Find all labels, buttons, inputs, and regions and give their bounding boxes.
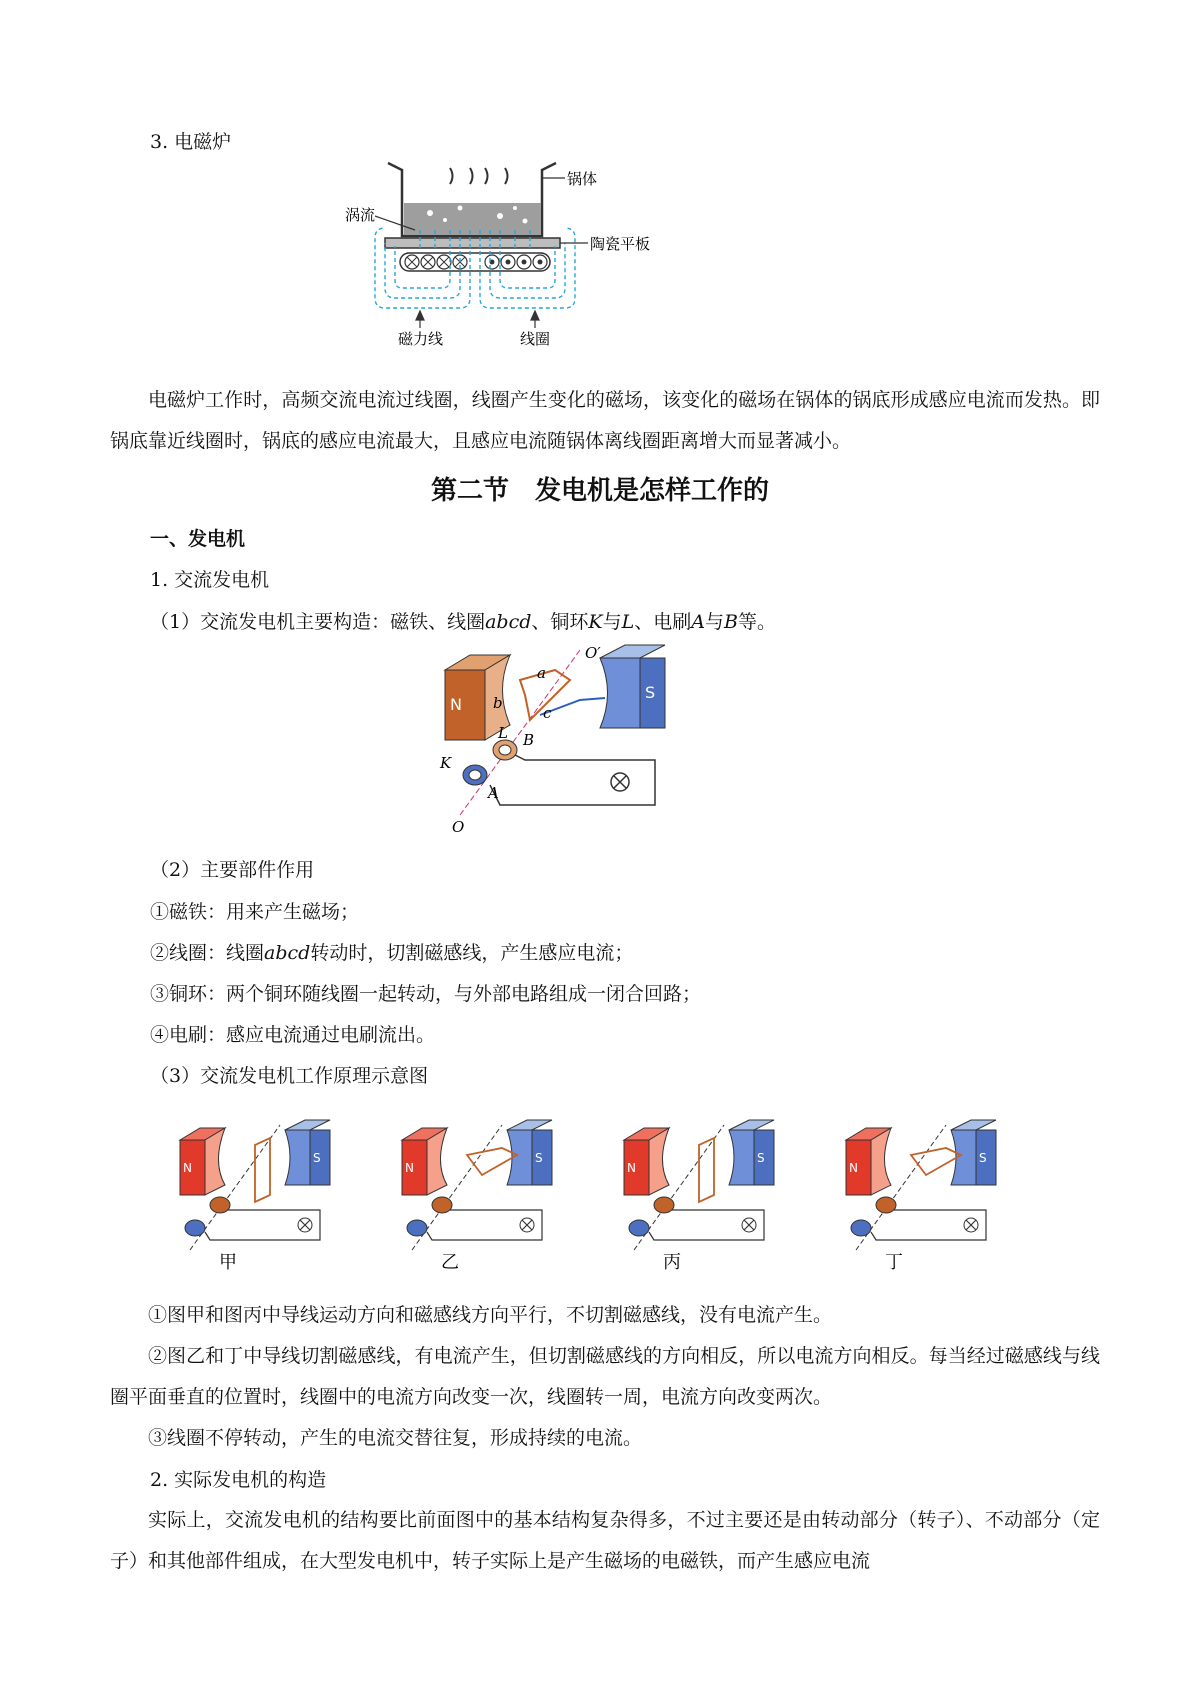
state-label: 丙: [663, 1252, 681, 1273]
role-magnet: ①磁铁：用来产生磁场；: [150, 901, 360, 923]
role-coil: ②线圈：线圈abcd转动时，切割磁感线，产生感应电流；: [150, 942, 634, 964]
note-1: ①图甲和图丙中导线运动方向和磁感线方向平行，不切割磁感线，没有电流产生。: [148, 1304, 833, 1326]
label-field-lines: 磁力线: [398, 330, 444, 348]
svg-text:A: A: [488, 784, 499, 802]
generator-state-2: [402, 1120, 552, 1273]
state-label: 丁: [885, 1252, 903, 1273]
section-heading-induction-cooker: 3. 电磁炉: [150, 131, 232, 153]
role-brushes: ④电刷：感应电流通过电刷流出。: [150, 1024, 436, 1046]
svg-text:L: L: [498, 724, 508, 742]
item2-parts: （2）主要部件作用: [150, 859, 315, 881]
svg-text:K: K: [440, 754, 452, 772]
svg-text:B: B: [523, 731, 535, 749]
part-heading-generator: 一、发电机: [150, 528, 246, 550]
magnet-s-label: S: [757, 1151, 765, 1165]
svg-text:c: c: [543, 704, 552, 722]
label-coil: 线圈: [520, 330, 551, 348]
ac-generator-heading: 1. 交流发电机: [150, 569, 270, 591]
note-2: ②图乙和丁中导线切割磁感线，有电流产生，但切割磁感线的方向相反，所以电流方向相反。每当经过磁感线与线圈平面垂直的位置时，线圈中的电流方向改变一次，线圈转一周，电流方向改变两次。: [110, 1345, 1100, 1408]
generator-state-4: [846, 1120, 996, 1273]
magnet-n-label: N: [627, 1161, 636, 1175]
svg-text:b: b: [493, 694, 503, 712]
real-generator-heading: 2. 实际发电机的构造: [150, 1469, 327, 1491]
item3-diagram: （3）交流发电机工作原理示意图: [150, 1065, 429, 1087]
magnet-s-label: S: [535, 1151, 543, 1165]
svg-text:O′: O′: [585, 644, 601, 662]
svg-text:S: S: [645, 683, 656, 702]
note-3: ③线圈不停转动，产生的电流交替往复，形成持续的电流。: [148, 1427, 643, 1449]
real-generator-text: 实际上，交流发电机的结构要比前面图中的基本结构复杂得多，不过主要还是由转动部分（转子）、不动部分（定子）和其他部件组成，在大型发电机中，转子实际上是产生磁场的电磁铁，而产生感应电流: [110, 1509, 1100, 1572]
label-pot: 锅体: [567, 170, 598, 188]
role-rings: ③铜环：两个铜环随线圈一起转动，与外部电路组成一闭合回路；: [150, 983, 702, 1005]
magnet-n-label: N: [405, 1161, 414, 1175]
generator-state-3: [624, 1120, 774, 1273]
label-ceramic-plate: 陶瓷平板: [590, 235, 651, 253]
generator-states-figure: [180, 1100, 1060, 1280]
item1-structure: （1）交流发电机主要构造：磁铁、线圈abcd、铜环K与L、电刷A与B等。: [150, 611, 776, 633]
section-title: 第二节 发电机是怎样工作的: [430, 476, 769, 506]
magnet-n-label: N: [183, 1161, 192, 1175]
magnet-n-label: N: [849, 1161, 858, 1175]
svg-text:O: O: [452, 818, 465, 836]
magnet-s-label: S: [313, 1151, 321, 1165]
ac-generator-figure: [440, 640, 680, 840]
cooker-description: 电磁炉工作时，高频交流电流过线圈，线圈产生变化的磁场，该变化的磁场在锅体的锅底形成感应电流而发热。即锅底靠近线圈时，锅底的感应电流最大，且感应电流随锅体离线圈距离增大而显著减小。: [110, 389, 1100, 452]
svg-text:N: N: [450, 695, 462, 714]
svg-text:a: a: [537, 664, 546, 682]
induction-cooker-figure: [345, 158, 700, 348]
state-label: 乙: [441, 1252, 459, 1273]
state-label: 甲: [219, 1252, 237, 1273]
generator-state-1: [180, 1120, 330, 1273]
magnet-s-label: S: [979, 1151, 987, 1165]
label-eddy-current: 涡流: [345, 206, 376, 224]
